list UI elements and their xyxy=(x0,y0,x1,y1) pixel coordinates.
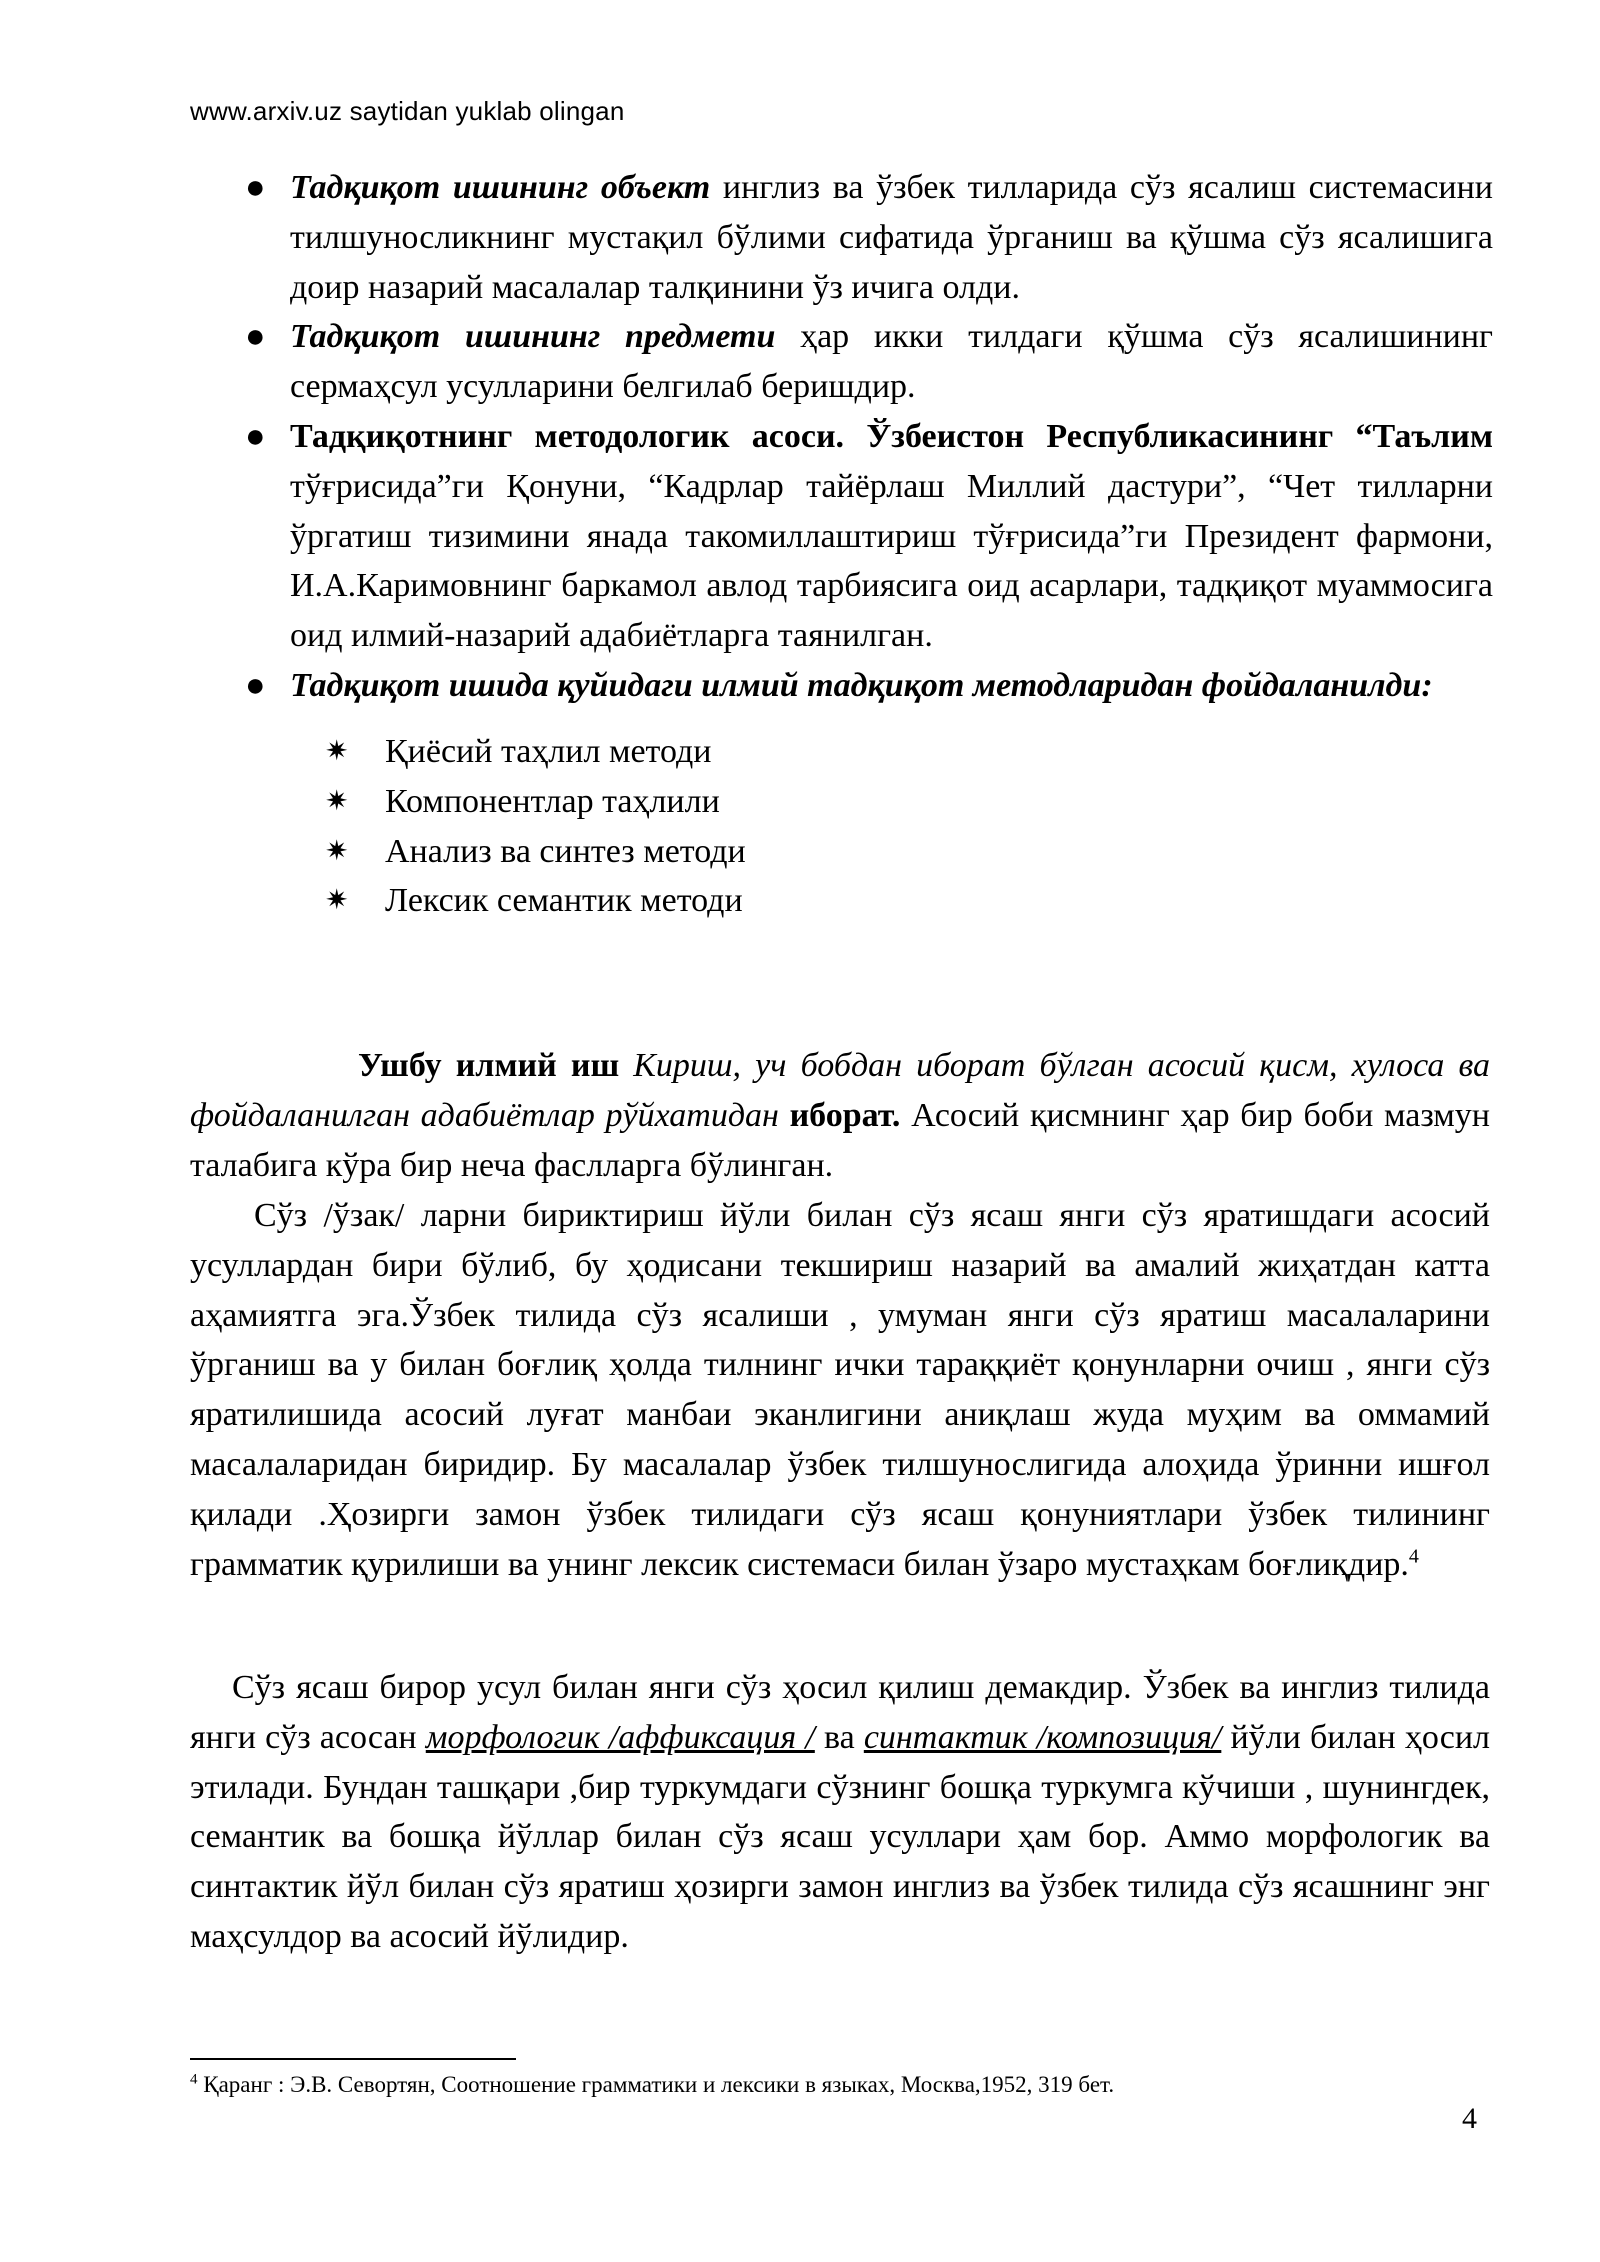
para-bold-mid: иборат. xyxy=(789,1096,901,1134)
bullet-text: ҳар икки тилдаги қўшма сўз ясалишининг сермаҳсул усулларини белгилаб беришдир. xyxy=(290,318,1493,406)
star-bullet-icon: ✷ xyxy=(325,835,349,867)
star-bullet-icon: ✷ xyxy=(325,736,349,767)
bullet-item-methodology xyxy=(245,412,1493,661)
method-label: Анализ ва синтез методи xyxy=(385,832,746,870)
bullet-dot-icon: ● xyxy=(245,318,266,356)
footnote-ref: 4 xyxy=(1408,1545,1419,1568)
method-item xyxy=(245,827,1493,877)
para-italic: Кириш, уч бобдан иборат бўлган асосий қисм, хулоса ва фойдаланилган адабиётлар рўйхатидан xyxy=(190,1047,1490,1134)
method-label: Лексик семантик методи xyxy=(385,882,743,920)
bullet-text: тўғрисида”ги Қонуни, “Кадрлар тайёрлаш Миллий дастури”, “Чет тилларни ўргатиш тизимини янада такомиллаштириш тўғрисида”ги Президент фармони, И.А.Каримовнинг баркамол авлод тарбиясига оид асарлари, тадқиқот муаммосига оид илмий-назарий адабиётларга таянилган. xyxy=(290,467,1493,655)
bullet-dot-icon: ● xyxy=(245,169,266,206)
para-text: Сўз /ўзак/ ларни бириктириш йўли билан сўз ясаш янги сўз яратишдаги асосий усуллардан бири бўлиб, бу ҳодисани текшириш назарий ва амалий жиҳатдан катта аҳамиятга эга.Ўзбек тилида сўз ясалиши , умуман янги сўз яратиш масалаларини ўрганиш ва у билан боғлиқ ҳолда тилнинг ички тараққиёт қонунларни очиш , янги сўз яратилишида асосий луғат манбаи эканлигини аниқлаш жуда муҳим ва оммамий масалаларидан биридир. Бу масалалар ўзбек тилшунослигида алоҳида ўринни ишғол қилади .Ҳозирги замон ўзбек тилидаги сўз ясаш қонуниятлари ўзбек тилининг грамматик қурилиши ва унинг лексик системаси билан ўзаро мустаҳкам боғлиқдир. xyxy=(190,1197,1490,1583)
bullet-item-object xyxy=(245,163,1493,312)
term-syntactic: синтактик /композиция/ xyxy=(863,1718,1222,1756)
footnote-text: Қаранг : Э.В. Севортян, Соотношение грамматики и лексики в языках, Москва,1952, 319 бет. xyxy=(197,2072,1115,2097)
bullet-lead: Тадқиқотнинг методологик асоси. Ўзбеистон Республикасининг “Таълим xyxy=(290,417,1493,455)
method-item xyxy=(245,777,1493,827)
footnote-number: 4 xyxy=(190,2071,198,2088)
paragraph-word-formation xyxy=(190,1663,1490,1962)
bullet-dot-icon: ● xyxy=(245,666,266,704)
source-header: www.arxiv.uz saytidan yuklab olingan xyxy=(190,96,625,126)
term-morphological: морфологик /аффиксация / xyxy=(425,1718,815,1756)
bullet-item-methods xyxy=(245,661,1493,711)
bullet-lead: Тадқиқот ишининг объект xyxy=(290,169,711,206)
para-rest: Асосий қисмнинг ҳар бир боби мазмун талабига кўра бир неча фаслларга бўлинган. xyxy=(190,1096,1490,1184)
bullet-dot-icon: ● xyxy=(245,417,266,455)
bullet-lead: Тадқиқот ишининг предмети xyxy=(290,318,776,356)
bullet-lead: Тадқиқот ишида қуйидаги илмий тадқиқот методларидан фойдаланилди: xyxy=(290,666,1433,704)
methods-list xyxy=(245,727,1493,926)
page-number: 4 xyxy=(1462,2102,1477,2135)
bullet-list xyxy=(245,163,1493,920)
para-text: Сўз ясаш бирор усул билан янги сўз ҳосил қилиш демакдир. Ўзбек ва инглиз тилида янги сўз асосан xyxy=(190,1669,1490,1756)
star-bullet-icon: ✷ xyxy=(325,885,349,917)
footnote-separator xyxy=(190,2058,516,2060)
para-text: ва xyxy=(814,1718,864,1756)
method-item xyxy=(245,876,1493,926)
footnote xyxy=(190,2072,1114,2098)
method-item xyxy=(245,727,1493,777)
bullet-text: инглиз ва ўзбек тилларида сўз ясалиш системасини тилшуносликнинг мустақил бўлими сифатида ўрганиш ва қўшма сўз ясалишига доир назарий масалалар талқинини ўз ичига олди. xyxy=(290,169,1493,306)
bullet-item-subject xyxy=(245,312,1493,412)
para-bold-start: Ушбу илмий иш xyxy=(358,1047,620,1084)
star-bullet-icon: ✷ xyxy=(325,785,349,817)
method-label: Компонентлар таҳлили xyxy=(385,782,720,820)
paragraph-structure xyxy=(190,1041,1490,1190)
paragraph-compounding xyxy=(190,1191,1490,1589)
para-text: йўли билан ҳосил этилади. Бундан ташқари ,бир туркумдаги сўзнинг бошқа туркумга кўчиши , шунингдек, семантик ва бошқа йўллар билан сўз ясаш усуллари ҳам бор. Аммо морфологик ва синтактик йўл билан сўз яратиш ҳозирги замон инглиз ва ўзбек тилида сўз ясашнинг энг маҳсулдор ва асосий йўлидир. xyxy=(190,1718,1490,1955)
method-label: Қиёсий таҳлил методи xyxy=(385,733,712,770)
